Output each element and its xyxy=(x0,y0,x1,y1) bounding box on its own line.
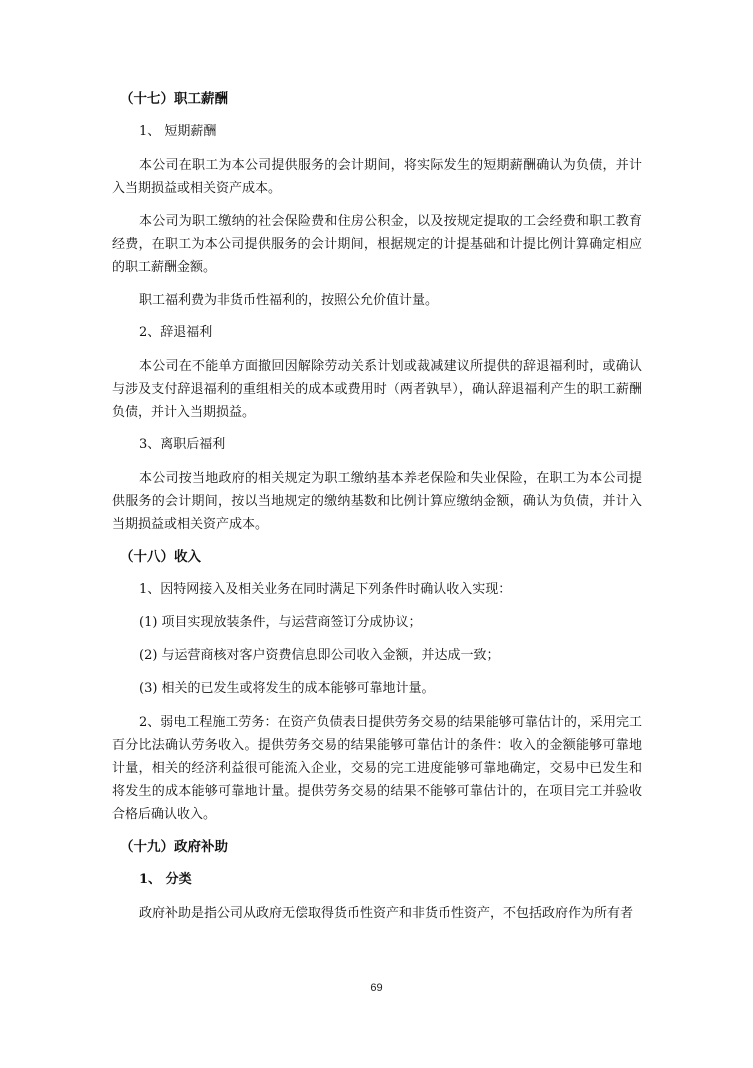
paragraph: 本公司按当地政府的相关规定为职工缴纳基本养老保险和失业保险，在职工为本公司提供服务的会计期间，按以当地规定的缴纳基数和比例计算应缴纳金额，确认为负债，并计入当期损益或相关资产成本。 xyxy=(112,471,642,532)
section-heading-employee-compensation: （十七）职工薪酬 xyxy=(120,91,228,107)
paragraph: 本公司在职工为本公司提供服务的会计期间，将实际发生的短期薪酬确认为负债，并计入当期损益或相关资产成本。 xyxy=(112,158,642,196)
paragraph: 职工福利费为非货币性福利的，按照公允价值计量。 xyxy=(139,293,439,308)
paragraph: 1、因特网接入及相关业务在同时满足下列条件时确认收入实现： xyxy=(139,582,512,597)
paragraph: 政府补助是指公司从政府无偿取得货币性资产和非货币性资产，不包括政府作为所有者 xyxy=(139,906,634,921)
list-item: (2) 与运营商核对客户资费信息即公司收入金额，并达成一致； xyxy=(139,648,500,663)
subheading-termination-benefits: 2、辞退福利 xyxy=(139,325,213,340)
subheading-post-employment-benefits: 3、离职后福利 xyxy=(139,437,226,452)
subheading-classification: 1、 分类 xyxy=(139,872,192,887)
paragraph: 2、弱电工程施工劳务：在资产负债表日提供劳务交易的结果能够可靠估计的，采用完工百分比法确认劳务收入。提供劳务交易的结果能够可靠估计的条件：收入的金额能够可靠地计量，相关的经济利益很可能流入企业，交易的完工进度能够可靠地确定，交易中已发生和将发生的成本能够可靠地计量。提供劳务交易的结果不能够可靠估计的，在项目完工并验收合格后确认收入。 xyxy=(112,715,642,822)
list-item: (3) 相关的已发生或将发生的成本能够可靠地计量。 xyxy=(139,681,435,696)
section-heading-government-grants: （十九）政府补助 xyxy=(120,839,228,855)
paragraph: 本公司在不能单方面撤回因解除劳动关系计划或裁减建议所提供的辞退福利时，或确认与涉及支付辞退福利的重组相关的成本或费用时（两者孰早），确认辞退福利产生的职工薪酬负债，并计入当期损益。 xyxy=(112,359,642,420)
paragraph: 本公司为职工缴纳的社会保险费和住房公积金，以及按规定提取的工会经费和职工教育经费，在职工为本公司提供服务的会计期间，根据规定的计提基础和计提比例计算确定相应的职工薪酬金额。 xyxy=(112,214,642,275)
section-heading-revenue: （十八）收入 xyxy=(120,549,201,565)
document-page xyxy=(112,88,642,935)
page-number: 69 xyxy=(370,982,383,994)
subheading-short-term-compensation: 1、 短期薪酬 xyxy=(139,124,217,139)
list-item: (1) 项目实现放装条件，与运营商签订分成协议； xyxy=(139,615,422,630)
